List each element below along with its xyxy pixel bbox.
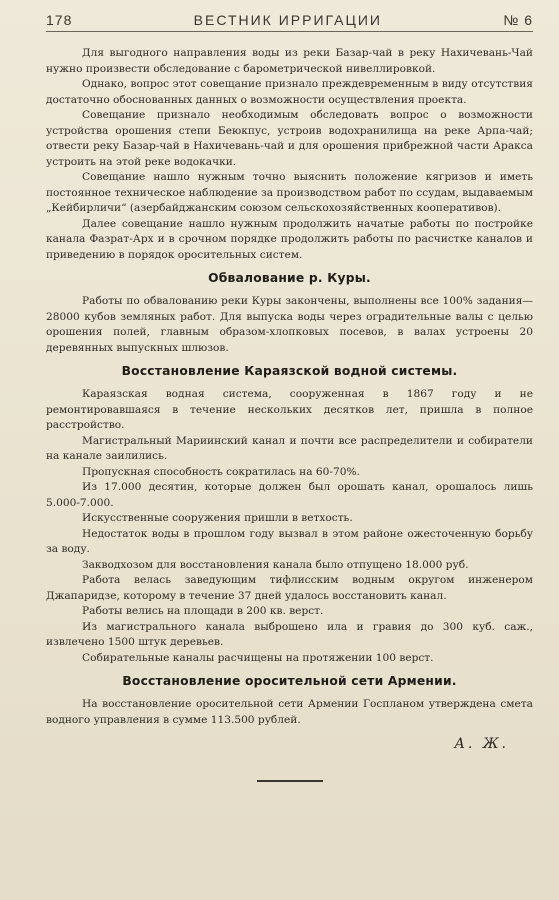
paragraph: Караязская водная система, сооруженная в 1867 году и не ремонтировавшаяся в течение нескольких десятков лет, пришла в полное расстройство. <box>46 388 533 431</box>
section-heading: Восстановление Караязской водной системы. <box>121 364 458 378</box>
paragraph: Далее совещание нашло нужным продолжить начатые работы по постройке канала Фазрат-Арх и в срочном порядке продолжить работы по расчистке каналов и приведению в порядок оросительных систем. <box>46 217 533 261</box>
paragraph: Из магистрального канала выброшено ила и гравия до 300 куб. саж., извлечено 1500 штук деревьев. <box>46 620 533 648</box>
paragraph: На восстановление оросительной сети Армении Госпланом утверждена смета водного управления в сумме 113.500 рублей. <box>46 698 533 726</box>
issue-number: № 6 <box>503 12 533 28</box>
paragraph: Для выгодного направления воды из реки Базар-чай в реку Нахичевань-Чай нужно произвести обследование с барометрической нивеллировкой. <box>46 47 533 75</box>
end-rule <box>257 780 323 782</box>
journal-title: ВЕСТНИК ИРРИГАЦИИ <box>193 12 382 28</box>
section-heading: Обвалование р. Куры. <box>208 271 371 285</box>
paragraph: Закводхозом для восстановления канала было отпущено 18.000 руб. <box>82 558 469 571</box>
page-header <box>46 12 533 32</box>
paragraph: Собирательные каналы расчищены на протяжении 100 верст. <box>82 651 434 664</box>
section-karayaz-system <box>46 387 533 666</box>
paragraph: Работа велась заведующим тифлисским водным округом инженером Джапаридзе, которому в течение 37 дней удалось восстановить канал. <box>46 574 533 602</box>
paragraph: Работы велись на площади в 200 кв. верст. <box>82 605 324 617</box>
section-kura-embankment <box>46 294 533 356</box>
paragraph: Недостаток воды в прошлом году вызвал в этом районе ожесточенную борьбу за воду. <box>46 527 533 555</box>
paragraph: Совещание признало необходимым обследовать вопрос о возможности устройства орошения степи Беюкпус, устроив водохранилища на реке Арпа-чай; отвести реку Базар-чай в Нахичевань-чай и для орошения прибрежной части Аракса устроить на этой реке водокачки. <box>46 109 533 168</box>
paragraph: Однако, вопрос этот совещание признало преждевременным в виду отсутствия достаточно обоснованных данных о возможности осуществления проекта. <box>46 78 533 106</box>
paragraph: Работы по обвалованию реки Куры закончены, выполнены все 100% задания—28000 кубов земляных работ. Для выпуска воды через оградительные валы с целью орошения полей, главным образом-хлопковых посевов, в валах устроены 20 деревянных выпускных шлюзов. <box>46 295 533 354</box>
paragraph: Магистральный Мариинский канал и почти все распределители и собиратели на канале заилились. <box>46 434 533 462</box>
author-signature: А. Ж. <box>454 736 509 752</box>
page-number: 178 <box>46 12 73 28</box>
section-meeting-resolutions <box>46 46 533 263</box>
paragraph: Искусственные сооружения пришли в ветхость. <box>82 512 353 524</box>
section-armenia-network <box>46 697 533 728</box>
paragraph: Из 17.000 десятин, которые должен был орошать канал, орошалось лишь 5.000-7.000. <box>46 481 533 509</box>
paragraph: Совещание нашло нужным точно выяснить положение кягризов и иметь постоянное техническое наблюдение за производством работ по ссудам, выдаваемым „Кейбирличи“ (азербайджанским союзом сельскохозяйственных кооперативов). <box>46 171 533 214</box>
paragraph: Пропускная способность сократилась на 60-70%. <box>82 465 360 478</box>
section-heading: Восстановление оросительной сети Армении. <box>122 674 457 688</box>
